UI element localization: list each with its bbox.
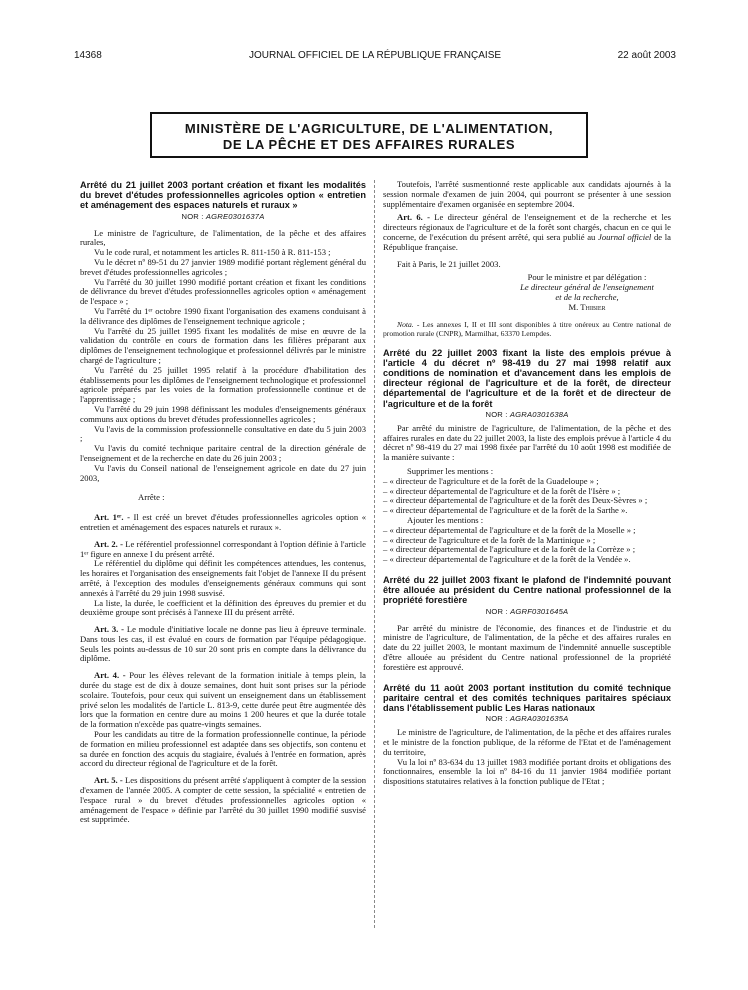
paragraph: Pour les candidats au titre de la formation professionnelle continue, la période de formation en milieu professionnel est adaptée dans ses objectifs, son contenu et sa durée en fonction des acquis du stagiaire, évalués à l'entrée en formation, après accord du directeur régional de l'agriculture et de la forêt.	[80, 729, 366, 769]
list-item: – « directeur de l'agriculture et de la forêt de la Martinique » ;	[383, 534, 596, 545]
nor-reference: NOR : AGRA0301638A	[485, 409, 569, 419]
right-column	[383, 180, 671, 787]
visa: Vu l'arrêté du 1ᵉʳ octobre 1990 fixant l'organisation des examens conduisant à la délivrance des diplômes de l'enseignement technique agricole ;	[80, 305, 366, 326]
visa: Vu l'avis du Conseil national de l'enseignement agricole en date du 27 juin 2003,	[80, 462, 366, 483]
ministry-heading-line1: MINISTÈRE DE L'AGRICULTURE, DE L'ALIMENTATION,	[184, 121, 554, 136]
left-column	[80, 180, 366, 825]
nor-reference: NOR : AGRE0301637A	[181, 211, 265, 221]
article: Art. 6. - Le directeur général de l'enseignement et de la recherche et les directeurs régionaux de l'agriculture et de la forêt sont chargés, chacun en ce qui le concerne, de l'exécution du présent arrêté, qui sera publié au Journal officiel de la République française.	[383, 212, 672, 252]
list-item: – « directeur départemental de l'agriculture et de la forêt de la Vendée ».	[383, 554, 631, 565]
list-item: – « directeur de l'agriculture et de la forêt de la Guadeloupe » ;	[383, 475, 599, 486]
signature-place-date: Fait à Paris, le 21 juillet 2003.	[397, 258, 501, 269]
list-heading: Supprimer les mentions :	[407, 465, 494, 476]
list-item: – « directeur départemental de l'agriculture et de la forêt de la Moselle » ;	[383, 524, 636, 535]
signature-line: Pour le ministre et par délégation :	[527, 272, 647, 283]
signatory-name: M. Thibier	[568, 301, 606, 312]
column-divider	[374, 180, 375, 928]
decree-title: Arrêté du 22 juillet 2003 fixant le plafond de l'indemnité pouvant être allouée au président du Centre national professionnel de la propriété forestière	[383, 574, 671, 606]
paragraph: Par arrêté du ministre de l'économie, des finances et de l'industrie et du ministre de l'agriculture, de l'alimentation, de la pêche et des affaires rurales en date du 22 juillet 2003, le montant maximum de l'indemnité annuelle susceptible d'être allouée au président du Centre national professionnel de la propriété forestière est approuvé.	[383, 622, 671, 672]
visa: Vu l'arrêté du 25 juillet 1995 relatif à la procédure d'habilitation des établissements pour les diplômes de l'enseignement technologique et professionnel agricole préparés par les voies de la formation professionnelle continue et de l'apprentissage ;	[80, 364, 366, 405]
arrete-heading: Arrête :	[138, 492, 165, 503]
ministry-heading-line2: DE LA PÊCHE ET DES AFFAIRES RURALES	[222, 137, 516, 152]
ministry-heading-box	[150, 112, 588, 158]
list-item: – « directeur départemental de l'agriculture et de la forêt de la Sarthe ».	[383, 505, 628, 516]
paragraph: Toutefois, l'arrêté susmentionné reste applicable aux candidats ajournés à la session normale d'examen de juin 2004, qui pourront se présenter à une session supplémentaire d'examen organisée en septembre 2004.	[383, 179, 671, 209]
visa: Vu l'arrêté du 29 juin 1998 définissant les modules d'enseignements généraux communs aux options du brevet d'études professionnelles agricoles ;	[80, 403, 366, 424]
paragraph: Par arrêté du ministre de l'agriculture, de l'alimentation, de la pêche et des affaires rurales en date du 22 juillet 2003, la liste des emplois prévue à l'article 4 du décret nº 98-419 du 27 mai 1998 fixée par l'arrêté du 10 août 1998 est modifiée de la manière suivante :	[383, 422, 671, 463]
page-header	[74, 49, 676, 63]
paragraph: La liste, la durée, le coefficient et la définition des épreuves du premier et du deuxième groupe sont précisés à l'annexe III du présent arrêté.	[80, 597, 366, 618]
ministry-heading	[152, 121, 586, 153]
paragraph: Le ministre de l'agriculture, de l'alimentation, de la pêche et des affaires rurales et le ministre de la fonction publique, de la réforme de l'Etat et de l'aménagement du territoire,	[383, 727, 671, 757]
visa: Vu la loi nº 83-634 du 13 juillet 1983 modifiée portant droits et obligations des fonctionnaires, ensemble la loi nº 84-16 du 11 janvier 1984 modifiée portant dispositions statutaires relatives à la fonction publique de l'Etat ;	[383, 756, 671, 787]
visa: Vu le code rural, et notamment les articles R. 811-150 à R. 811-153 ;	[94, 247, 331, 258]
visa: Vu l'arrêté du 30 juillet 1990 modifié portant création et fixant les conditions de délivrance du brevet d'études professionnelles agricoles option « aménagement de l'espace » ;	[80, 276, 366, 307]
list-item: – « directeur départemental de l'agriculture et de la forêt des Deux-Sèvres » ;	[383, 495, 648, 506]
article: Art. 1ᵉʳ. - Il est créé un brevet d'études professionnelles agricoles option « entretien et aménagement des espaces naturels et ruraux ».	[80, 512, 367, 532]
list-item: – « directeur départemental de l'agriculture et de la forêt de l'Isère » ;	[383, 485, 621, 496]
nota: Nota. - Les annexes I, II et III sont disponibles à titre onéreux au Centre national de promotion rurale (CNPR), Marmilhat, 63370 Lempdes.	[383, 319, 671, 338]
decree-title: Arrêté du 11 août 2003 portant institution du comité technique paritaire central et des comités techniques paritaires spéciaux dans l'établissement public Les Haras nationaux	[383, 682, 671, 713]
decree-title: Arrêté du 21 juillet 2003 portant création et fixant les modalités du brevet d'études professionnelles agricoles option « entretien et aménagement des espaces naturels et ruraux »	[80, 180, 366, 211]
visa: Vu le décret nº 89-51 du 27 janvier 1989 modifié portant règlement général du brevet d'études professionnelles agricoles ;	[80, 257, 366, 277]
paragraph: Le référentiel du diplôme qui définit les compétences attendues, les contenus, les horaires et l'organisation des enseignements fait l'objet de l'annexe II du présent arrêté, à l'exception des modules d'enseignements généraux communs qui sont annexés à l'arrêté du 29 juin 1998 susvisé.	[80, 558, 366, 598]
journal-title: JOURNAL OFFICIEL DE LA RÉPUBLIQUE FRANÇAISE	[248, 50, 502, 61]
nor-reference: NOR : AGRF0301645A	[485, 606, 569, 616]
issue-date: 22 août 2003	[617, 50, 676, 61]
signature-line: Le directeur général de l'enseignement	[520, 282, 654, 293]
article: Art. 2. - Le référentiel professionnel correspondant à l'option définie à l'article 1ᵉʳ figure en annexe I du présent arrêté.	[80, 538, 366, 559]
visa: Vu l'avis du comité technique paritaire central de la direction générale de l'enseignement et de la recherche en date du 26 juin 2003 ;	[80, 443, 366, 463]
article: Art. 5. - Les dispositions du présent arrêté s'appliquent à compter de la session d'examen de l'année 2005. A compter de cette session, la spécialité « entretien de l'espace rural » du brevet d'études professionnelles agricoles option « aménagement de l'espace » définie par l'arrêté du 30 juillet 1990 modifié susvisé est supprimée.	[80, 775, 366, 825]
decree-title: Arrêté du 22 juillet 2003 fixant la liste des emplois prévue à l'article 4 du décret nº 98-419 du 27 mai 1998 relatif aux conditions de nomination et d'avancement dans les emplois de directeur régional de l'agriculture et de la forêt, de directeur départemental de l'agriculture et de la forêt et de directeur de l'agriculture et de la forêt	[383, 347, 671, 409]
article: Art. 4. - Pour les élèves relevant de la formation initiale à temps plein, la durée du stage est de dix à douze semaines, dont huit sont prises sur la période scolaire. Toutefois, pour ceux qui suivent un enseignement dans un établissement privé selon les modalités de l'article L. 813-9, cette durée peut être augmentée dès lors que la formation en centre dure au moins 1 200 heures et que la durée totale de la formation n'excède pas quatre-vingts semaines.	[80, 670, 366, 730]
visa: Vu l'arrêté du 25 juillet 1995 fixant les modalités de mise en œuvre de la validation du contrôle en cours de formation dans les filières préparant aux diplômes de l'enseignement technologique et professionnel délivrés par le ministre chargé de l'agriculture ;	[80, 325, 366, 365]
paragraph: Le ministre de l'agriculture, de l'alimentation, de la pêche et des affaires rurales,	[80, 227, 366, 248]
list-item: – « directeur départemental de l'agriculture et de la forêt de la Corrèze » ;	[383, 544, 636, 555]
nor-reference: NOR : AGRA0301635A	[485, 714, 569, 724]
visa: Vu l'avis de la commission professionnelle consultative en date du 5 juin 2003 ;	[80, 423, 366, 444]
list-heading: Ajouter les mentions :	[407, 514, 484, 525]
article: Art. 3. - Le module d'initiative locale ne donne pas lieu à épreuve terminale. Dans tous les cas, il est évalué en cours de formation par l'équipe pédagogique. Seuls les points au-dessus de 10 sur 20 sont pris en compte dans la délivrance du diplôme.	[80, 624, 366, 664]
signature-line: et de la recherche,	[555, 291, 619, 302]
page-number: 14368	[74, 50, 102, 61]
